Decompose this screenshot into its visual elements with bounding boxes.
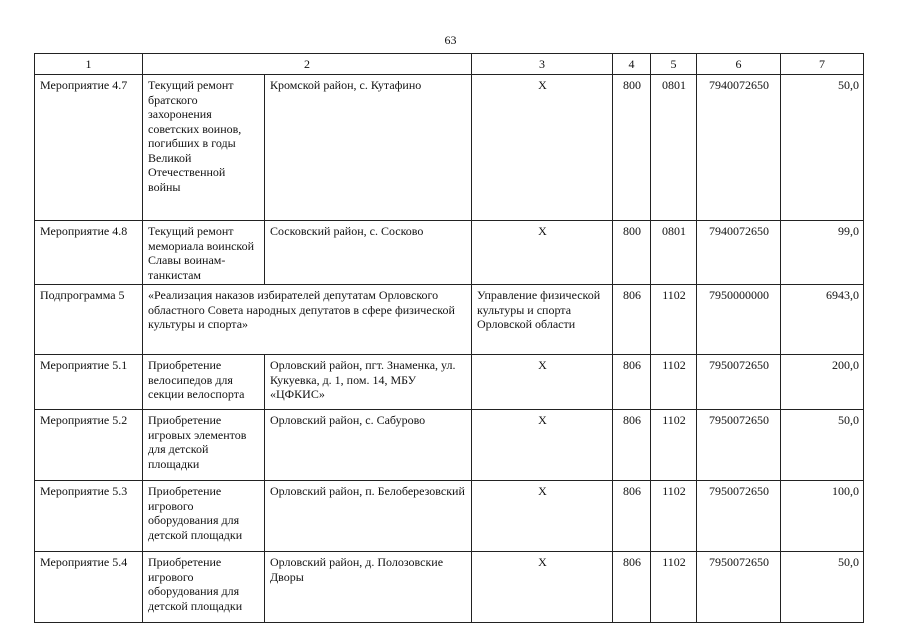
row-name: Приобретение игрового оборудования для детской площадки (143, 552, 265, 623)
row-col-5: 1102 (651, 355, 697, 410)
row-col-4: 806 (613, 355, 651, 410)
column-header: 7 (781, 54, 864, 75)
table-row (35, 75, 864, 221)
row-name: «Реализация наказов избирателей депутатам Орловского областного Совета народных депутатов в сфере физической культуры и спорта» (143, 285, 472, 355)
row-col-7: 50,0 (781, 75, 864, 221)
row-col-7: 200,0 (781, 355, 864, 410)
row-executor: Х (472, 410, 613, 481)
row-executor: Х (472, 75, 613, 221)
table-header-row (35, 54, 864, 75)
row-location: Орловский район, с. Сабурово (265, 410, 472, 481)
row-location: Орловский район, п. Белоберезовский (265, 481, 472, 552)
row-col-5: 1102 (651, 552, 697, 623)
row-label: Мероприятие 5.4 (35, 552, 143, 623)
row-col-4: 800 (613, 75, 651, 221)
row-col-5: 0801 (651, 75, 697, 221)
column-header: 6 (697, 54, 781, 75)
row-label: Мероприятие 4.8 (35, 221, 143, 285)
row-name: Приобретение игровых элементов для детской площадки (143, 410, 265, 481)
row-executor: Управление физической культуры и спорта Орловской области (472, 285, 613, 355)
row-col-6: 7950000000 (697, 285, 781, 355)
row-location: Сосковский район, с. Сосково (265, 221, 472, 285)
row-col-5: 0801 (651, 221, 697, 285)
row-location: Орловский район, пгт. Знаменка, ул. Кукуевка, д. 1, пом. 14, МБУ «ЦФКИС» (265, 355, 472, 410)
row-col-4: 806 (613, 481, 651, 552)
row-col-6: 7940072650 (697, 221, 781, 285)
table-row (35, 221, 864, 285)
row-col-6: 7950072650 (697, 410, 781, 481)
column-header: 3 (472, 54, 613, 75)
budget-table (34, 53, 864, 623)
row-label: Мероприятие 5.3 (35, 481, 143, 552)
row-executor: Х (472, 481, 613, 552)
column-header: 5 (651, 54, 697, 75)
row-executor: Х (472, 355, 613, 410)
table-row (35, 285, 864, 355)
row-label: Мероприятие 5.1 (35, 355, 143, 410)
row-col-4: 806 (613, 285, 651, 355)
row-col-6: 7950072650 (697, 355, 781, 410)
row-col-4: 800 (613, 221, 651, 285)
row-name: Текущий ремонт братского захоронения советских воинов, погибших в годы Великой Отечественной войны (143, 75, 265, 221)
row-executor: Х (472, 552, 613, 623)
row-col-7: 50,0 (781, 410, 864, 481)
row-name: Приобретение игрового оборудования для детской площадки (143, 481, 265, 552)
row-col-7: 100,0 (781, 481, 864, 552)
row-name: Приобретение велосипедов для секции велоспорта (143, 355, 265, 410)
row-col-6: 7940072650 (697, 75, 781, 221)
page-number: 63 (444, 33, 457, 47)
column-header: 2 (143, 54, 472, 75)
row-col-4: 806 (613, 410, 651, 481)
table-row (35, 410, 864, 481)
row-col-7: 99,0 (781, 221, 864, 285)
row-col-6: 7950072650 (697, 481, 781, 552)
table-row (35, 481, 864, 552)
column-header: 4 (613, 54, 651, 75)
row-col-5: 1102 (651, 410, 697, 481)
row-label: Подпрограмма 5 (35, 285, 143, 355)
row-label: Мероприятие 5.2 (35, 410, 143, 481)
row-col-5: 1102 (651, 481, 697, 552)
column-header: 1 (35, 54, 143, 75)
row-label: Мероприятие 4.7 (35, 75, 143, 221)
row-executor: Х (472, 221, 613, 285)
row-col-6: 7950072650 (697, 552, 781, 623)
row-location: Кромской район, с. Кутафино (265, 75, 472, 221)
row-col-7: 6943,0 (781, 285, 864, 355)
row-location: Орловский район, д. Полозовские Дворы (265, 552, 472, 623)
row-name: Текущий ремонт мемориала воинской Славы воинам-танкистам (143, 221, 265, 285)
row-col-4: 806 (613, 552, 651, 623)
row-col-5: 1102 (651, 285, 697, 355)
row-col-7: 50,0 (781, 552, 864, 623)
table-row (35, 355, 864, 410)
table-row (35, 552, 864, 623)
